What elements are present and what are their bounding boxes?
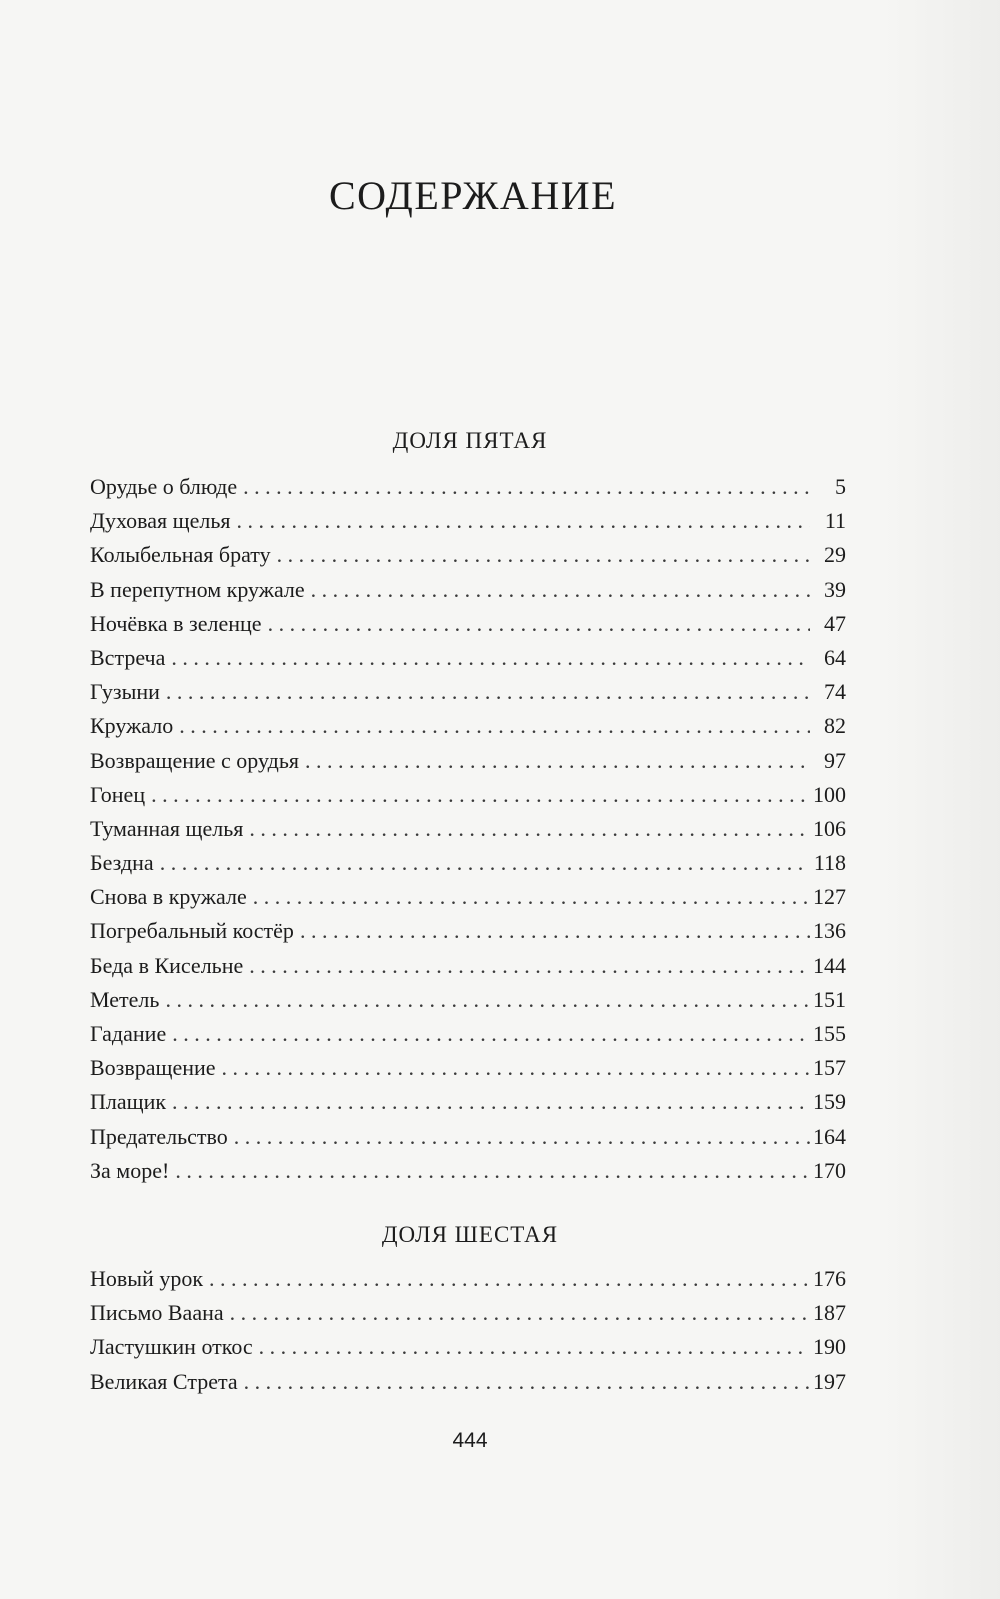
dot-leader	[179, 709, 810, 743]
toc-entry-page: 157	[813, 1055, 846, 1081]
dot-leader	[234, 1120, 810, 1154]
toc-entry[interactable]	[90, 812, 846, 846]
toc-entry[interactable]	[90, 778, 846, 812]
toc-entry-title: Гонец	[90, 781, 146, 807]
dot-leader	[172, 1017, 810, 1051]
toc-entry-title: Духовая щелья	[90, 508, 231, 534]
page-number: 444	[452, 1429, 488, 1452]
dot-leader	[209, 1262, 810, 1296]
toc-entry-page: 64	[824, 644, 846, 670]
toc-entry-title: Беда в Кисельне	[90, 952, 244, 978]
toc-entry-page: 11	[824, 508, 846, 534]
toc-entry-page: 136	[813, 918, 846, 944]
toc-entry-title: Письмо Ваана	[90, 1300, 224, 1326]
dot-leader	[249, 949, 810, 983]
toc-entry-page: 127	[813, 884, 846, 910]
toc-entry[interactable]	[90, 675, 846, 709]
toc-entry-page: 100	[813, 781, 846, 807]
toc-entry[interactable]	[90, 709, 846, 743]
toc-entry-page: 187	[813, 1300, 846, 1326]
toc-entry-title: Возвращение с орудья	[90, 747, 299, 773]
dot-leader	[259, 1330, 810, 1364]
toc-entry-page: 74	[824, 679, 846, 705]
toc-entry-title: Ластушкин откос	[90, 1334, 253, 1360]
dot-leader	[166, 675, 810, 709]
dot-leader	[277, 538, 810, 572]
toc-entry-title: Гузыни	[90, 679, 160, 705]
dot-leader	[268, 607, 810, 641]
toc-entry[interactable]	[90, 1051, 846, 1085]
dot-leader	[311, 573, 810, 607]
toc-entry-page: 164	[813, 1123, 846, 1149]
toc-entry[interactable]	[90, 983, 846, 1017]
toc-entry-title: Новый урок	[90, 1266, 204, 1291]
toc-entry[interactable]	[90, 470, 846, 504]
toc-entry[interactable]	[90, 1365, 846, 1399]
toc-entry-page: 97	[824, 747, 846, 773]
toc-entry-title: Плащик	[90, 1089, 167, 1115]
toc-entry[interactable]	[90, 1120, 846, 1154]
toc-entry-title: Предательство	[90, 1123, 228, 1149]
toc-entry[interactable]	[90, 880, 846, 914]
toc-entry[interactable]	[90, 1262, 846, 1296]
toc-entry-title: Гадание	[90, 1021, 167, 1046]
toc-entry-page: 82	[824, 713, 846, 739]
toc-entry[interactable]	[90, 607, 846, 641]
toc-list-part-six	[90, 1262, 846, 1399]
toc-entry-title: Колыбельная брату	[90, 542, 271, 568]
toc-entry[interactable]	[90, 573, 846, 607]
toc-entry-page: 151	[813, 986, 846, 1012]
section-heading-part-six: ДОЛЯ ШЕСТАЯ	[381, 1222, 559, 1247]
toc-entry-title: Туманная щелья	[90, 815, 244, 841]
dot-leader	[253, 880, 810, 914]
toc-entry-title: Встреча	[90, 644, 166, 670]
toc-entry[interactable]	[90, 1330, 846, 1364]
toc-entry-page: 197	[813, 1368, 846, 1394]
dot-leader	[305, 744, 810, 778]
dot-leader	[165, 983, 810, 1017]
dot-leader	[244, 1365, 810, 1399]
page-title: СОДЕРЖАНИЕ	[328, 173, 618, 218]
toc-entry-page: 144	[813, 952, 846, 978]
toc-entry[interactable]	[90, 744, 846, 778]
dot-leader	[237, 504, 811, 538]
toc-entry-title: Бездна	[90, 850, 154, 876]
toc-list-part-five	[90, 470, 846, 1188]
dot-leader	[172, 1085, 810, 1119]
toc-entry-title: Кружало	[90, 713, 174, 739]
toc-entry[interactable]	[90, 846, 846, 880]
toc-entry-title: В перепутном кружале	[90, 576, 305, 602]
dot-leader	[151, 778, 810, 812]
toc-entry[interactable]	[90, 641, 846, 675]
toc-entry-title: Метель	[90, 986, 160, 1012]
toc-entry-page: 5	[835, 474, 846, 499]
dot-leader	[222, 1051, 810, 1085]
toc-entry[interactable]	[90, 1085, 846, 1119]
toc-entry-page: 47	[824, 610, 846, 636]
toc-entry[interactable]	[90, 504, 846, 538]
toc-entry-title: Ночёвка в зеленце	[90, 610, 262, 636]
toc-entry-title: Великая Стрета	[90, 1368, 238, 1394]
toc-entry-title: Орудье о блюде	[90, 474, 238, 499]
toc-entry-title: Погребальный костёр	[90, 918, 294, 944]
section-heading-part-five: ДОЛЯ ПЯТАЯ	[392, 428, 548, 453]
toc-entry-title: Снова в кружале	[90, 884, 247, 910]
toc-entry[interactable]	[90, 1154, 846, 1188]
toc-entry[interactable]	[90, 1296, 846, 1330]
toc-entry-title: Возвращение	[90, 1055, 216, 1081]
dot-leader	[160, 846, 810, 880]
toc-entry[interactable]	[90, 538, 846, 572]
dot-leader	[249, 812, 810, 846]
toc-entry-page: 159	[813, 1089, 846, 1115]
dot-leader	[243, 470, 810, 504]
toc-entry-page: 176	[813, 1266, 846, 1291]
dot-leader	[175, 1154, 810, 1188]
toc-entry[interactable]	[90, 1017, 846, 1051]
toc-entry[interactable]	[90, 914, 846, 948]
dot-leader	[230, 1296, 810, 1330]
toc-entry-page: 39	[824, 576, 846, 602]
dot-leader	[300, 914, 810, 948]
toc-entry[interactable]	[90, 949, 846, 983]
page-edge-shadow	[880, 0, 1000, 1599]
toc-entry-page: 118	[813, 850, 846, 876]
toc-entry-page: 155	[813, 1021, 846, 1046]
toc-entry-page: 170	[813, 1157, 846, 1183]
dot-leader	[171, 641, 810, 675]
toc-entry-page: 190	[813, 1334, 846, 1360]
toc-entry-title: За море!	[90, 1157, 170, 1183]
toc-entry-page: 106	[813, 815, 846, 841]
toc-entry-page: 29	[824, 542, 846, 568]
